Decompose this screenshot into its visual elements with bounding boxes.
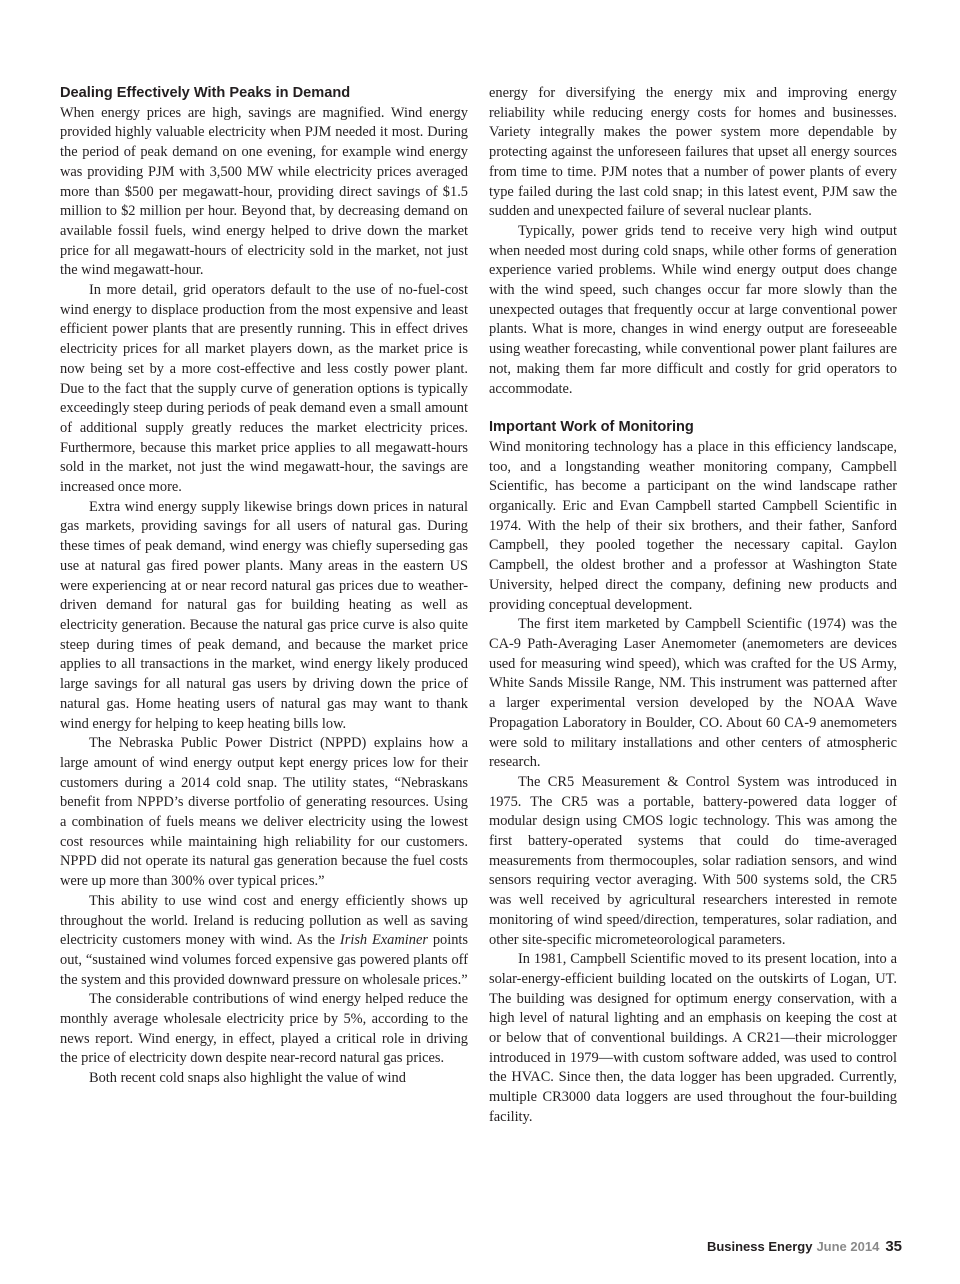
section-heading-peaks: Dealing Effectively With Peaks in Demand <box>60 85 351 101</box>
paragraph: In 1981, Campbell Scientific moved to its present location, into a solar-energy-efficient building located on the outskirts of Logan, UT. The building was designed for optimum energy conservation, with a high level of natural lighting and an emphasis on keeping the cost at or below that of conventional buildings. A CR21—their micrologger introduced in 1979—with custom software added, was used to control the HVAC. Since then, the data logger has been upgraded. Currently, multiple CR3000 data loggers are used throughout the four-building facility. <box>489 951 897 1125</box>
paragraph-irish-examiner <box>60 892 468 991</box>
paragraph: The considerable contributions of wind energy helped reduce the monthly average wholesale electricity price by 5%, according to the news report. Wind energy, in effect, played a critical role in driving the price of electricity down despite near-record natural gas prices. <box>60 991 468 1067</box>
paragraph-text: points out, “sustained wind volumes forced expensive gas powered plants off the system and this provided downward pressure on wholesale prices.” <box>60 932 468 988</box>
paragraph: The first item marketed by Campbell Scientific (1974) was the CA-9 Path-Averaging Laser Anemometer (anemometers are devices used for measuring wind speed), which was crafted for the US Army, White Sands Missile Range, NM. This instrument was patterned after a larger experimental version developed by the NOAA Wave Propagation Laboratory in Boulder, CO. About 60 CA-9 anemometers were sold to military installations and other centers of atmospheric research. <box>489 616 897 771</box>
paragraph: The Nebraska Public Power District (NPPD) explains how a large amount of wind energy output kept energy prices low for their customers during a 2014 cold snap. The utility states, “Nebraskans benefit from NPPD’s diverse portfolio of generating resources. Using a combination of fuels means we deliver electricity using the lowest cost resources while maintaining high reliability for our customers. NPPD did not operate its natural gas generation because the fuel costs were up more than 300% over typical prices.” <box>60 735 468 890</box>
paragraph: Extra wind energy supply likewise brings down prices in natural gas markets, providing savings for all users of natural gas. During these times of peak demand, wind energy was chiefly superseding gas use at natural gas fired power plants. Many areas in the eastern US were experiencing at or near record natural gas prices due to weather-driven demand for natural gas for building heating as well as electricity generation. Because the natural gas price curve is also quite steep during times of peak demand, and because the market price applies to all transactions in the market, wind energy likely produced large savings for all natural gas users by driving down the price of natural gas. Home heating users of natural gas may want to thank wind energy for helping to keep heating bills low. <box>60 498 468 732</box>
section-heading-monitoring: Important Work of Monitoring <box>489 419 694 436</box>
page-footer <box>680 1238 902 1255</box>
right-column <box>489 84 897 1128</box>
issue-date: June 2014 <box>816 1239 880 1254</box>
paragraph: Typically, power grids tend to receive very high wind output when needed most during cold snaps, while other forms of generation experience varied problems. While wind energy output does change with the wind speed, such changes occur far more slowly than the unexpected outages that frequently occur at large conventional power plants. What is more, changes in wind energy output are foreseeable using weather forecasting, while conventional power plant failures are not, making them far more difficult and costly for grid operators to accommodate. <box>489 222 897 397</box>
publication-name: Irish Examiner <box>339 932 428 949</box>
page-number: 35 <box>885 1238 902 1255</box>
magazine-name: Business Energy <box>706 1239 813 1254</box>
paragraph: Wind monitoring technology has a place in this efficiency landscape, too, and a longstanding weather monitoring company, Campbell Scientific, has become a participant on the wind landscape rather organically. Eric and Evan Campbell started Campbell Scientific in 1974. With the help of their six brothers, and their father, Sanford Campbell, they pooled together the necessary capital. Gaylon Campbell, the oldest brother and a professor at Washington State University, helped direct the company, defining new products and providing conceptual development. <box>489 438 897 613</box>
paragraph: Both recent cold snaps also highlight the value of wind <box>89 1070 406 1087</box>
paragraph: energy for diversifying the energy mix and improving energy reliability while reducing energy costs for homes and businesses. Variety integrally makes the power system more dependable by protecting against the unforeseen failures that upset all energy sources from time to time. PJM notes that a number of power plants of every type failed during the last cold snap; in this latest event, PJM saw the sudden and unexpected failure of several nuclear plants. <box>489 85 897 220</box>
paragraph: The CR5 Measurement & Control System was introduced in 1975. The CR5 was a portable, battery-powered data logger of modular design using CMOS logic technology. This was among the first battery-operated systems that could do time-averaged measurements from thermocouples, solar radiation sensors, and wind sensors requiring vector averaging. With 500 systems sold, the CR5 was well received by agricultural researchers interested in remote monitoring of wind speed/direction, temperatures, solar radiation, and other site-specific micrometeorological parameters. <box>489 773 897 948</box>
paragraph: In more detail, grid operators default to the use of no-fuel-cost wind energy to displace production from the most expensive and least efficient power plants that are presently running. This in effect drives electricity prices for all market players down, as the market price is now being set by a more cost-effective and less costly power plant. Due to the fact that the supply curve of generation options is typically exceedingly steep during periods of peak demand even a small amount of additional supply greatly reduces the market electricity prices. Furthermore, because this market price applies to all megawatt-hours sold in the market, not just the wind megawatt-hour, the savings are increased once more. <box>60 282 468 496</box>
left-column <box>60 84 468 1089</box>
paragraph: When energy prices are high, savings are magnified. Wind energy provided highly valuable electricity when PJM needed it most. During the period of peak demand on one evening, for example wind energy was providing PJM with 3,500 MW while electricity prices averaged more than $500 per megawatt-hour, providing direct savings of $1.5 million to $2 million per hour. Beyond that, by decreasing demand on available fossil fuels, wind energy helped to drive down the market price for all megawatt-hours of electricity sold in the market, not just the wind megawatt-hour. <box>60 104 468 279</box>
paragraph-text: This ability to use wind cost and energy efficiently shows up throughout the world. Ireland is reducing pollution as well as saving electricity customers money with wind. As the <box>60 892 468 949</box>
section-spacer <box>489 399 897 418</box>
